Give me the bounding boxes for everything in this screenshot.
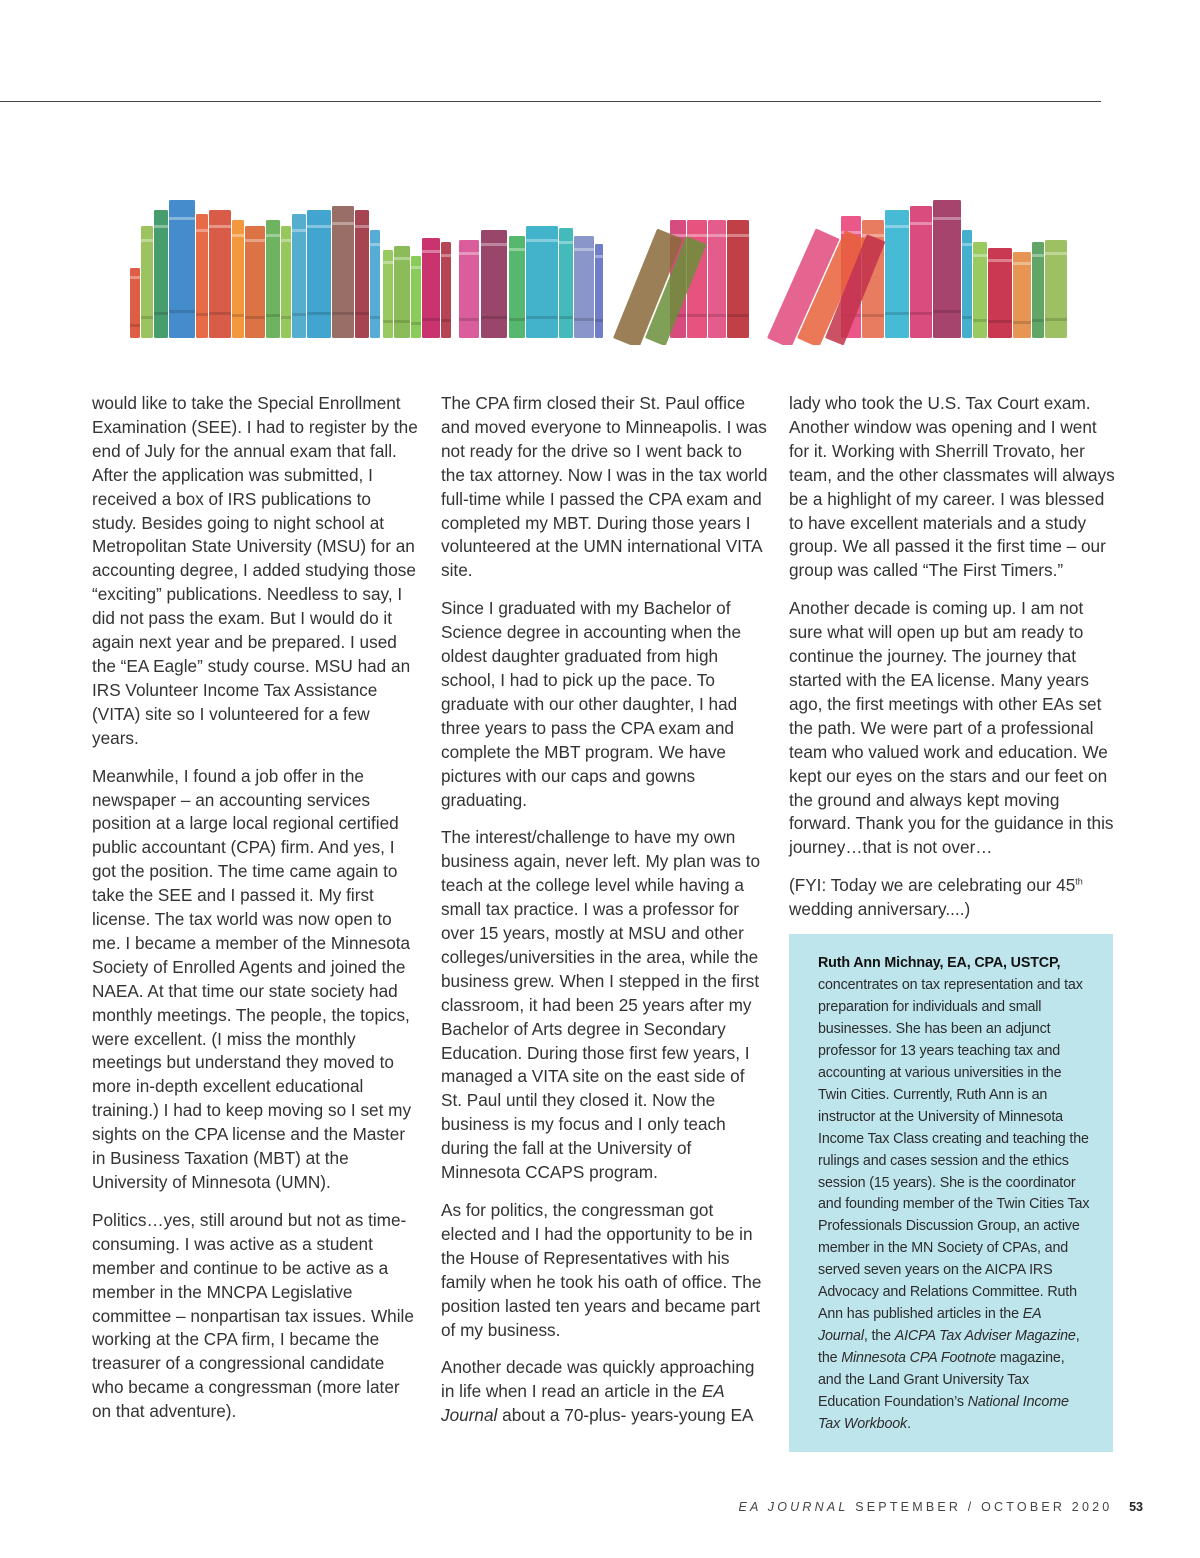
book-spine: [307, 210, 331, 338]
spine-band: [355, 225, 369, 228]
book-spine: [245, 226, 265, 338]
bookshelf-illustration: [125, 200, 1075, 345]
spine-band: [196, 313, 208, 316]
spine-band: [1045, 318, 1067, 321]
spine-band: [481, 316, 507, 319]
spine-band: [559, 316, 573, 319]
spine-band: [383, 261, 393, 264]
book-spine: [526, 226, 558, 338]
spine-band: [394, 257, 410, 260]
spine-band: [394, 320, 410, 323]
spine-band: [1045, 252, 1067, 255]
book-spine: [332, 206, 354, 338]
spine-band: [154, 225, 168, 228]
spine-band: [910, 312, 932, 315]
book-spine: [355, 210, 369, 338]
spine-band: [196, 229, 208, 232]
spine-band: [862, 234, 884, 237]
spine-band: [441, 254, 451, 257]
spine-band: [962, 316, 972, 319]
spine-band: [708, 314, 726, 317]
paragraph: The interest/challenge to have my own business again, never left. My plan was to teach at the college level while having a small tax practice. I was a professor for over 15 years, mostly at MSU and other colleges/universities in the area, while the business grew. When I stepped in the first classroom, it had been 25 years after my Bachelor of Arts degree in Secondary Education. During those first few years, I managed a VITA site on the east side of St. Paul until they closed it. Now the business is my focus and I only teach during the fall at the University of Minnesota CCAPS program.: [441, 827, 761, 1183]
spine-band: [574, 248, 594, 251]
spine-band: [687, 314, 707, 317]
spine-band: [209, 225, 231, 228]
spine-band: [988, 320, 1012, 323]
spine-band: [727, 314, 749, 317]
article-column-1: [92, 392, 420, 1438]
book-spine: [141, 226, 153, 338]
header-rule: [0, 101, 1101, 102]
spine-band: [574, 318, 594, 321]
spine-band: [509, 248, 525, 251]
spine-band: [169, 217, 195, 220]
spine-band: [292, 313, 306, 316]
spine-band: [245, 316, 265, 319]
spine-band: [411, 322, 421, 325]
page-footer: [739, 1500, 1144, 1514]
book-spine: [933, 200, 961, 338]
paragraph: As for politics, the congressman got elected and I had the opportunity to be in the House of Representatives with his family when he took his oath of office. The position lasted ten years and became part of my business.: [441, 1200, 762, 1340]
publication-title: EA Journal: [818, 1306, 1041, 1345]
book-spine: [169, 200, 195, 338]
paragraph: The CPA firm closed their St. Paul office and moved everyone to Minneapolis. I was not ready for the drive so I went back to the tax attorney. Now I was in the tax world full-time while I passed the CPA exam and completed my MBT. During those years I volunteered at the UMN international VITA site.: [441, 393, 768, 581]
spine-band: [1013, 321, 1031, 324]
book-spine: [370, 230, 380, 338]
book-spine: [595, 244, 603, 338]
spine-band: [281, 239, 291, 242]
book-spine: [266, 220, 280, 338]
footer-publication: EA JOURNAL: [738, 1500, 849, 1514]
text-run: (FYI: Today we are celebrating our 45: [789, 875, 1076, 896]
book-spine: [559, 228, 573, 338]
spine-band: [130, 324, 140, 327]
spine-band: [595, 255, 603, 258]
book-spine: [292, 214, 306, 338]
spine-band: [988, 259, 1012, 262]
spine-band: [910, 222, 932, 225]
spine-band: [885, 312, 909, 315]
spine-band: [973, 319, 987, 322]
paragraph: Another decade is coming up. I am not sure what will open up but am ready to continue the journey. The journey that started with the EA license. Many years ago, the first meetings with other EAs set the path. We were part of a professional team who valued work and education. We kept our eyes on the stars and our feet on the ground and always kept moving forward. Thank you for the guidance in this journey…that is not over…: [789, 598, 1114, 858]
spine-band: [141, 239, 153, 242]
book-spine: [574, 236, 594, 338]
spine-band: [422, 318, 440, 321]
spine-band: [130, 276, 140, 279]
paragraph: [441, 1356, 769, 1428]
book-spine: [910, 206, 932, 338]
spine-band: [141, 316, 153, 319]
book-spine: [154, 210, 168, 338]
spine-band: [370, 316, 380, 319]
spine-band: [962, 243, 972, 246]
book-spine: [962, 230, 972, 338]
spine-band: [383, 320, 393, 323]
spine-band: [307, 225, 331, 228]
paragraph: Since I graduated with my Bachelor of Science degree in accounting when the oldest daughter graduated from high school, I had to pick up the pace. To graduate with our other daughter, I had three years to pass the CPA exam and complete the MBT program. We have pictures with our caps and gowns graduating.: [441, 598, 742, 810]
book-spine: [281, 226, 291, 338]
spine-band: [307, 312, 331, 315]
spine-band: [481, 243, 507, 246]
book-spine: [727, 220, 749, 338]
spine-band: [266, 314, 280, 317]
spine-band: [933, 310, 961, 313]
spine-band: [727, 234, 749, 237]
bio-text: .: [907, 1416, 911, 1433]
book-spine: [209, 210, 231, 338]
spine-band: [708, 234, 726, 237]
text-run: wedding anniversary....): [789, 899, 971, 920]
spine-band: [422, 250, 440, 253]
ordinal-suffix: th: [1075, 876, 1083, 887]
spine-band: [209, 312, 231, 315]
spine-band: [332, 312, 354, 315]
spine-band: [245, 239, 265, 242]
publication-title: Minnesota CPA Footnote: [841, 1350, 997, 1367]
spine-band: [973, 254, 987, 257]
spine-band: [1032, 254, 1044, 257]
paragraph: Politics…yes, still around but not as time-consuming. I was active as a student member and continue to be active as a member in the MNCPA Legislative committee – nonpartisan tax issues. While working at the CPA firm, I became the treasurer of a congressional candidate who became a congressman (more later on that adventure).: [92, 1209, 414, 1422]
publication-title: AICPA Tax Adviser Magazine: [894, 1328, 1076, 1345]
spine-band: [687, 234, 707, 237]
spine-band: [332, 222, 354, 225]
spine-band: [441, 319, 451, 322]
spine-band: [370, 243, 380, 246]
book-spine: [509, 236, 525, 338]
bio-text: , the: [818, 1328, 1080, 1367]
spine-band: [862, 314, 884, 317]
spine-band: [509, 318, 525, 321]
book-spine: [196, 214, 208, 338]
article-column-3: [789, 392, 1115, 936]
spine-band: [1013, 262, 1031, 265]
spine-band: [154, 312, 168, 315]
bio-text: magazine, and the Land Grant University Tax Education Foundation’s: [818, 1350, 1065, 1411]
paragraph: Meanwhile, I found a job offer in the newspaper – an accounting services position at a large local regional certified public accountant (CPA) firm. And yes, I got the position. The time came again to take the SEE and I passed it. My first license. The tax world was now open to me. I became a member of the Minnesota Society of Enrolled Agents and joined the NAEA. At that time our state society had monthly meetings. The people, the topics, were excellent. (I miss the monthly meetings but understand they moved to more in-depth excellent educational training.) I had to keep moving so I set my sights on the CPA license and the Master in Business Taxation (MBT) at the University of Minnesota (UMN).: [92, 765, 412, 1192]
spine-band: [526, 239, 558, 242]
spine-band: [559, 241, 573, 244]
footer-issue: SEPTEMBER / OCTOBER 2020: [855, 1500, 1113, 1514]
publication-title: EA Journal: [441, 1381, 725, 1426]
spine-band: [933, 217, 961, 220]
paragraph: [789, 874, 1115, 922]
spine-band: [281, 316, 291, 319]
author-bio-box: [789, 934, 1113, 1452]
text-run: Another decade was quickly approaching in life when I read an article in the: [441, 1357, 755, 1402]
author-name: Ruth Ann Michnay, EA, CPA, USTCP,: [818, 955, 1061, 971]
bio-text: concentrates on tax representation and tax preparation for individuals and small businesses. She has been an adjunct professor for 13 years teaching tax and accounting at various universities in the Twin Cities. Currently, Ruth Ann is an instructor at the University of Minnesota Income Tax Class creating and teaching the rulings and cases session and the ethics session (15 years). She is the coordinator and founding member of the Twin Cities Tax Professionals Discussion Group, an active member in the MN Society of CPAs, and served seven years on the AICPA IRS Advocacy and Relations Committee. Ruth Ann has published articles in the: [818, 976, 1090, 1323]
book-spine: [885, 210, 909, 338]
paragraph: lady who took the U.S. Tax Court exam. Another window was opening and I went for it. Working with Sherrill Trovato, her team, and the other classmates will always be a highlight of my career. I was blessed to have excellent materials and a study group. We all passed it the first time – our group was called “The First Timers.”: [789, 393, 1115, 581]
book-spine: [481, 230, 507, 338]
spine-band: [232, 234, 244, 237]
article-column-2: [441, 392, 769, 1442]
book-spine: [232, 220, 244, 338]
spine-band: [292, 229, 306, 232]
spine-band: [595, 319, 603, 322]
spine-band: [526, 316, 558, 319]
spine-band: [232, 314, 244, 317]
spine-band: [355, 312, 369, 315]
spine-band: [266, 234, 280, 237]
spine-band: [459, 318, 479, 321]
bio-text: , the: [863, 1328, 895, 1345]
spine-band: [1032, 319, 1044, 322]
text-run: about a 70-plus- years-young EA: [497, 1405, 754, 1426]
spine-band: [169, 310, 195, 313]
page-number: 53: [1129, 1500, 1143, 1514]
book-spine: [708, 220, 726, 338]
spine-band: [459, 252, 479, 255]
paragraph: would like to take the Special Enrollment Examination (SEE). I had to register by the end of July for the annual exam that fall. After the application was submitted, I received a box of IRS publications to study. Besides going to night school at Metropolitan State University (MSU) for an accounting degree, I added studying those “exciting” publications. Needless to say, I did not pass the exam. But I would do it again next year and be prepared. I used the “EA Eagle” study course. MSU had an IRS Volunteer Income Tax Assistance (VITA) site so I volunteered for a few years.: [92, 393, 418, 748]
publication-title: National Income Tax Workbook: [818, 1394, 1069, 1433]
spine-band: [885, 225, 909, 228]
spine-band: [411, 266, 421, 269]
